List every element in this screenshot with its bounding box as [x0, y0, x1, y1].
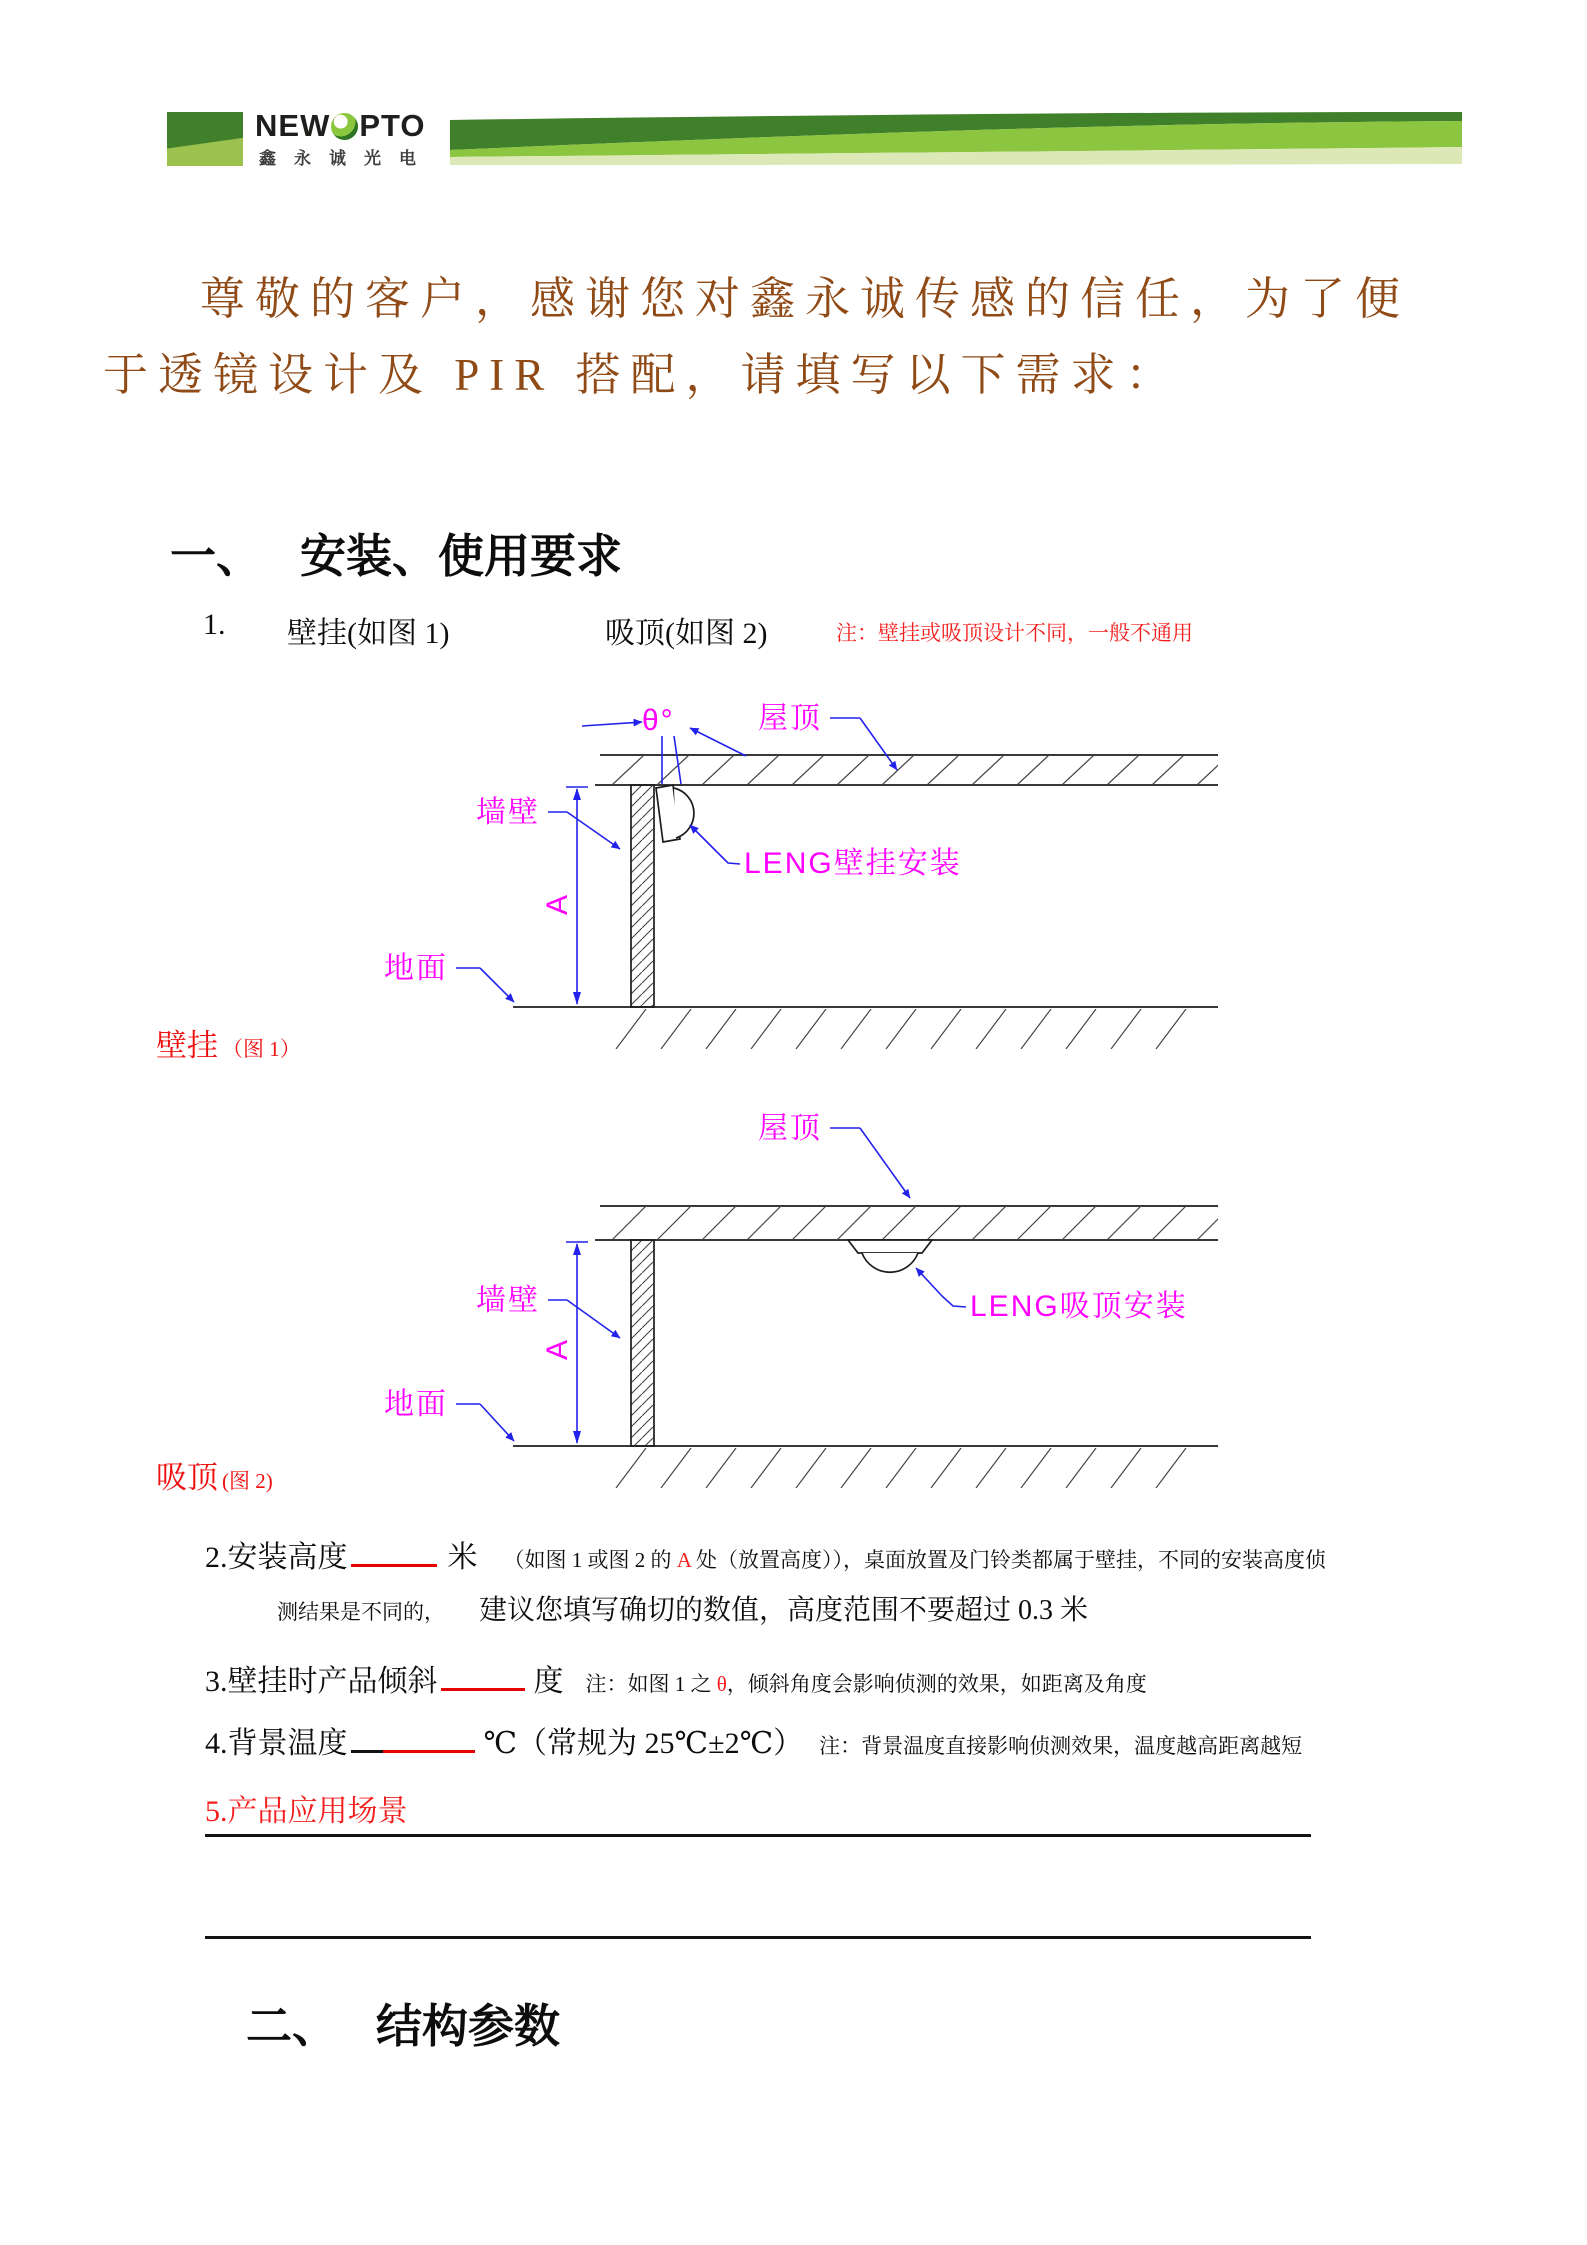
figure1-caption-ref: （图 1） — [222, 1037, 301, 1061]
fig1-roof-label: 屋顶 — [758, 702, 822, 735]
item3-note-post: ，倾斜角度会影响侦测的效果，如距离及角度 — [726, 1672, 1147, 1696]
section2-heading — [246, 1990, 560, 2056]
fig1-ceiling-hatch — [611, 755, 1218, 785]
header-band — [450, 112, 1462, 168]
item1-ceiling-mount-option: 吸顶(如图 2) — [605, 617, 768, 650]
item3-label: 3.壁挂时产品倾斜 — [205, 1665, 438, 1698]
item2-unit: 米 — [447, 1541, 478, 1574]
fig2-device-leader-arrow — [916, 1268, 942, 1296]
section2-title: 结构参数 — [376, 2001, 560, 2052]
item1-wall-mount-option: 壁挂(如图 1) — [287, 617, 450, 650]
figure2-ceiling-mount-diagram — [270, 1098, 1220, 1493]
brand-o-icon — [331, 113, 358, 140]
fig1-ground-label: 地面 — [384, 952, 448, 985]
figure1-caption — [156, 1020, 301, 1065]
fig2-sensor-base — [848, 1240, 932, 1253]
item4-temp-blank-black-segment[interactable] — [351, 1748, 383, 1753]
fig1-height-dim-arrow-bottom — [573, 992, 581, 1005]
brand-logo-block — [167, 112, 243, 166]
item4-unit: ℃（常规为 25℃±2℃） — [483, 1727, 804, 1760]
fig1-wall-leader-arrow — [567, 812, 620, 849]
fig1-angle-label: θ° — [642, 704, 675, 737]
item3-note-theta: θ — [716, 1672, 727, 1696]
fig1-wall-hatch — [631, 785, 654, 1007]
item4-note: 注：背景温度直接影响侦测效果，温度越高距离越短 — [819, 1734, 1303, 1758]
item4-label: 4.背景温度 — [205, 1727, 348, 1760]
item2-note — [504, 1548, 1327, 1572]
fig2-ground-label: 地面 — [384, 1388, 448, 1421]
item3-row — [205, 1656, 1147, 1700]
fig2-wall-leader-arrow — [567, 1300, 620, 1338]
item4-row — [205, 1718, 1302, 1762]
fig2-wall-label: 墙壁 — [476, 1284, 540, 1317]
fig1-ground-leader-arrow — [480, 968, 514, 1002]
brand-logo — [255, 108, 426, 144]
item3-note — [586, 1672, 1147, 1696]
fig2-ground-leader-arrow — [480, 1404, 514, 1441]
item3-tilt-blank-field[interactable] — [441, 1686, 525, 1691]
figure2-caption-ref: (图 2) — [222, 1469, 273, 1493]
section1-number: 一、 — [170, 531, 262, 582]
section1-heading — [170, 520, 622, 586]
fig2-height-label: A — [541, 1337, 574, 1360]
intro-line-1: 尊敬的客户，感谢您对鑫永诚传感的信任，为了便 — [200, 274, 1411, 324]
fig2-height-dim-arrow-bottom — [573, 1431, 581, 1444]
item3-unit: 度 — [533, 1665, 564, 1698]
fig2-floor-hatch — [615, 1448, 1190, 1488]
item2-note-line2: 测结果是不同的， — [277, 1600, 445, 1624]
figure2-caption — [156, 1452, 273, 1497]
fig2-roof-leader-arrow — [860, 1128, 910, 1198]
item2-height-blank-field[interactable] — [351, 1562, 437, 1567]
section2-number: 二、 — [246, 2001, 338, 2052]
fig2-device-label: LENG吸顶安装 — [970, 1290, 1188, 1323]
item5-label: 5.产品应用场景 — [205, 1795, 408, 1828]
fig2-ceiling-hatch — [611, 1206, 1218, 1240]
fig2-sensor-lens-dome — [862, 1253, 918, 1272]
fig2-wall-hatch — [631, 1240, 654, 1446]
item2-note-ref-a: A — [676, 1548, 691, 1572]
figure2-caption-text: 吸顶 — [156, 1460, 218, 1495]
fig1-angle-arrow-right — [690, 728, 746, 756]
figure1-wall-mount-diagram — [270, 682, 1220, 1082]
fig2-device-leader-line — [942, 1296, 966, 1307]
item3-note-pre: 注：如图 1 之 — [585, 1672, 717, 1696]
item2-label: 2.安装高度 — [205, 1541, 348, 1574]
fig1-sensor-lens-dome — [674, 788, 694, 838]
fig1-device-leader-line — [717, 852, 740, 864]
fig2-roof-label: 屋顶 — [758, 1112, 822, 1145]
brand-text-pto: PTO — [359, 108, 426, 143]
fig1-device-label: LENG壁挂安装 — [744, 847, 962, 880]
item2-advice: 建议您填写确切的数值，高度范围不要超过 0.3 米 — [479, 1595, 1089, 1626]
item2-note-post: 处（放置高度）），桌面放置及门铃类都属于壁挂，不同的安装高度侦 — [690, 1548, 1327, 1572]
brand-text-new: NEW — [255, 108, 331, 143]
item4-temp-blank-field[interactable] — [383, 1748, 475, 1753]
fig1-height-dim-arrow-top — [573, 788, 581, 800]
figure1-caption-text: 壁挂 — [156, 1028, 218, 1063]
section1-title: 安装、使用要求 — [300, 531, 622, 582]
fig1-height-label: A — [541, 892, 574, 915]
fig1-angle-arrow-left — [582, 722, 642, 726]
item1-note: 注：壁挂或吸顶设计不同，一般不通用 — [836, 621, 1193, 645]
item1-number: 1. — [203, 608, 226, 641]
item2-row — [205, 1532, 1326, 1576]
fig1-floor-hatch — [615, 1009, 1190, 1049]
item2-row-2 — [277, 1588, 1088, 1628]
item5-answer-line-2[interactable] — [205, 1936, 1311, 1939]
item5-answer-line-1[interactable] — [205, 1834, 1311, 1837]
item2-note-pre: （如图 1 或图 2 的 — [503, 1548, 677, 1572]
intro-line-2: 于透镜设计及 PIR 搭配，请填写以下需求： — [103, 350, 1181, 400]
fig1-device-leader-arrow — [690, 825, 717, 852]
fig1-wall-label: 墙壁 — [476, 796, 540, 829]
fig2-height-dim-arrow-top — [573, 1243, 581, 1255]
brand-subtitle: 鑫永诚光电 — [259, 149, 434, 168]
